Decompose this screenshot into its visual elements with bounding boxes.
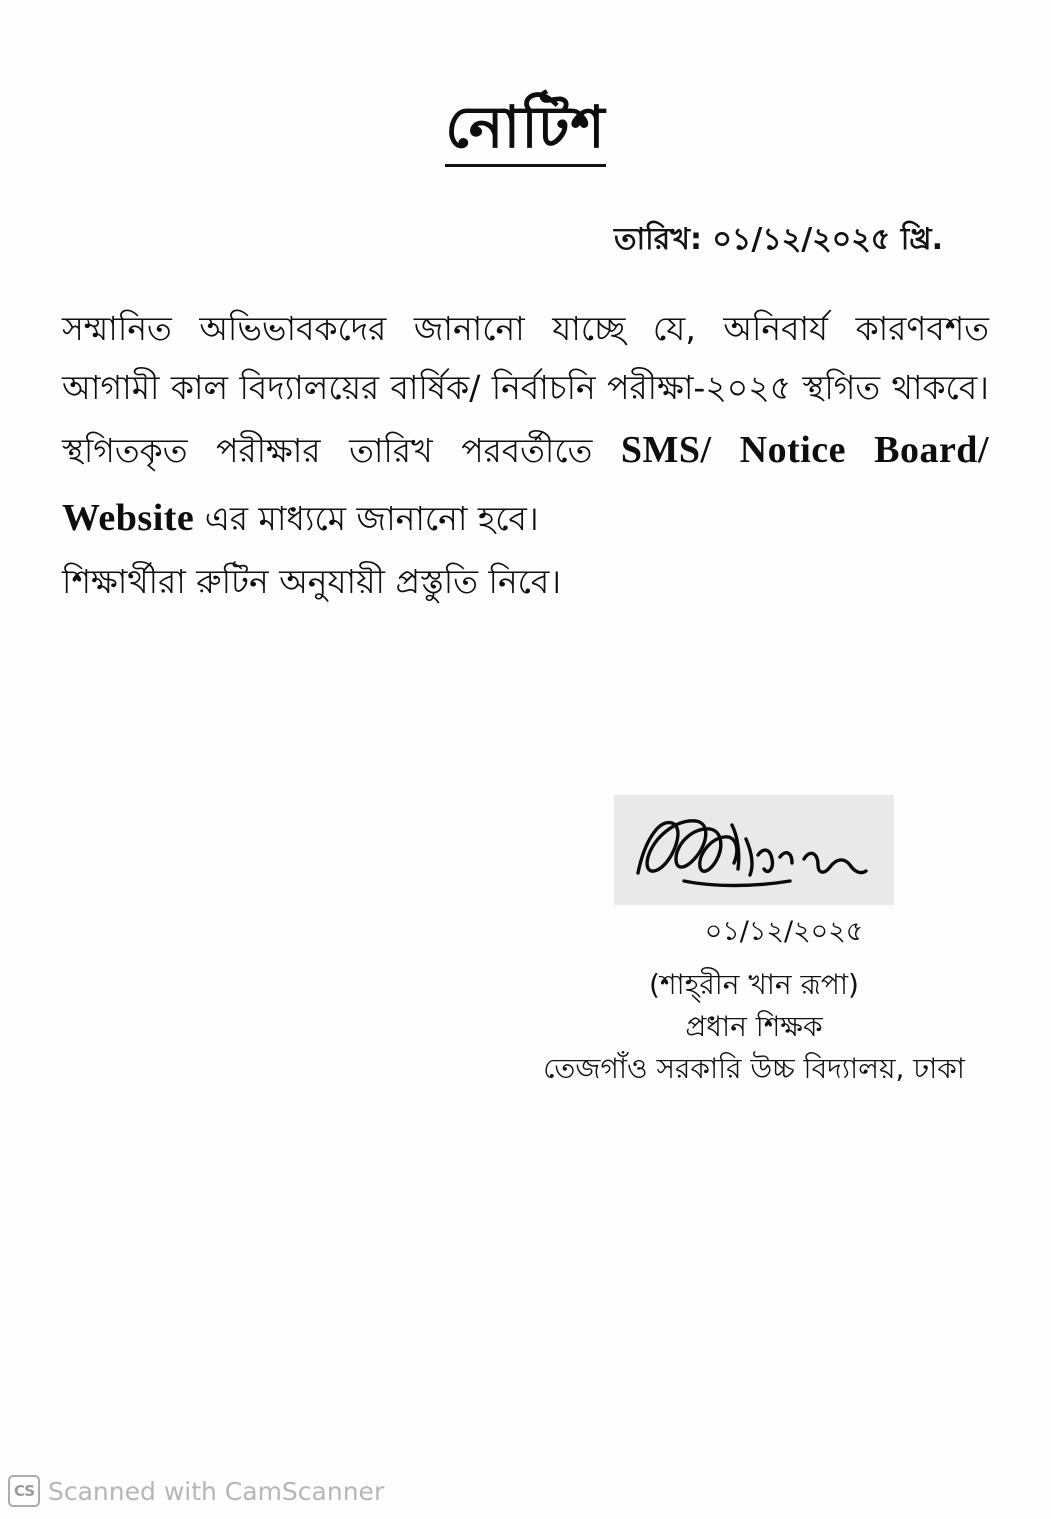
page-title: নোটিশ <box>445 96 605 167</box>
signature-name: (শাহ্‌রীন খান রূপা) <box>649 968 859 1001</box>
notice-paragraph <box>62 300 989 553</box>
signature-date: ০১/১২/২০২৫ <box>704 916 864 947</box>
signature-block <box>519 795 989 1090</box>
notice-date: তারিখ: ০১/১২/২০২৫ খ্রি. <box>613 221 943 257</box>
signature-strokes <box>614 795 894 905</box>
camscanner-watermark <box>8 1475 384 1507</box>
signature-organization: তেজগাঁও সরকারি উচ্চ বিদ্যালয়, ঢাকা <box>543 1052 965 1085</box>
signature-role: প্রধান শিক্ষক <box>685 1010 823 1043</box>
notice-body <box>62 300 989 611</box>
notice-body-segment-3: শিক্ষার্থীরা রুটিন অনুযায়ী প্রস্তুতি নিবে। <box>62 561 562 601</box>
notice-body-english: SMS/ Notice Board/ Website <box>62 429 990 539</box>
notice-title-wrapper <box>0 96 1051 167</box>
notice-body-segment-1: সম্মানিত অভিভাবকদের জানানো যাচ্ছে যে, অনিবার্য কারণবশত আগামী কাল বিদ্যালয়ের বার্ষিক/ নির্বাচনি পরীক্ষা-২০২৫ স্থগিত থাকবে। স্থগিতকৃত পরীক্ষার তারিখ পরবর্তীতে <box>62 308 989 471</box>
signature-image <box>614 795 894 905</box>
notice-body-segment-2: এর মাধ্যমে জানানো হবে। <box>194 498 539 538</box>
camscanner-badge-icon: CS <box>8 1475 40 1507</box>
camscanner-label: Scanned with CamScanner <box>48 1476 385 1506</box>
